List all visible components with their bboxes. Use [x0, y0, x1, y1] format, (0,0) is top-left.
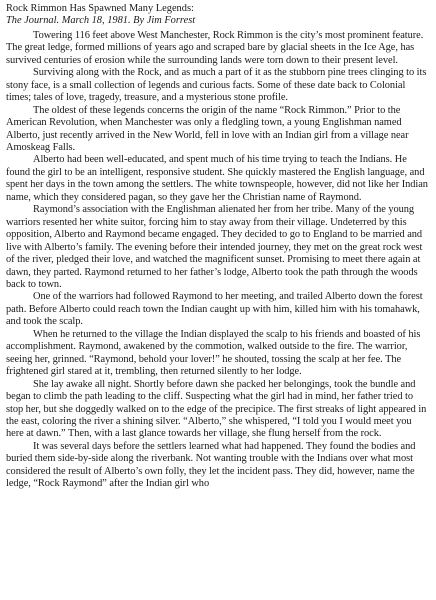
paragraph-8: She lay awake all night. Shortly before dawn she packed her belongings, took the bundle and began to climb the path leading to the cliff. Suspecting what the girl had in mind, her father tried to stop her, but she doggedly walked on to the edge of the precipice. The first streaks of light appeared in the east, coloring the river a shining silver. “Alberto,” she whispered, “I told you I would meet you here at dawn.” Then, with a last glance towards her village, she flung herself from the rock.	[6, 378, 427, 440]
article-byline: The Journal. March 18, 1981. By Jim Forrest	[6, 15, 196, 27]
paragraph-9: It was several days before the settlers learned what had happened. They found the bodies and buried them side-by-side along the riverbank. Not wanting trouble with the Indians over what most considered the result of Alberto’s own folly, they let the incident pass. They did, however, name the ledge, “Rock Raymond” after the Indian girl who	[6, 440, 416, 490]
paragraph-4: Alberto had been well-educated, and spent much of his time trying to teach the Indians. He found the girl to be an intelligent, responsive student. She quickly mastered the English language, and spent her days in the town among the settlers. The white townspeople, however, did not like her Indian name, which they considered pagan, so they gave her the Christian name of Raymond.	[6, 154, 428, 203]
article-title: Rock Rimmon Has Spawned Many Legends:	[6, 3, 194, 14]
paragraph-6: One of the warriors had followed Raymond to her meeting, and trailed Alberto down the forest path. Before Alberto could reach town the Indian caught up with him, killed him with his tomahawk, and took the scalp.	[6, 291, 423, 328]
paragraph-5: Raymond’s association with the Englishman alienated her from her tribe. Many of the young warriors resented her white suitor, forcing him to stay away from their village. Undeterred by this opposition, Alberto and Raymond became engaged. They decided to go to England to be married and live with Alberto’s family. The evening before their intended journey, they met on the great rock west of the river, pledged their love, and watched the magnificent sunset. Promising to meet there again at dawn, they parted. Raymond returned to her father’s lodge, Alberto took the path through the woods back to town.	[6, 204, 423, 290]
paragraph-2: Surviving along with the Rock, and as much a part of it as the stubborn pine trees clinging to its stony face, is a small collection of legends and curious facts. Some of these date back to Colonial times; tales of love, tragedy, treasure, and a mysterious stone profile.	[6, 67, 427, 104]
paragraph-1: Towering 116 feet above West Manchester, Rock Rimmon is the city’s most prominent feature. The great ledge, formed millions of years ago and scraped bare by glacial sheets in the Ice Age, has survived centuries of erosion while the surrounding lands were torn down to their present level.	[6, 29, 424, 66]
paragraph-3: The oldest of these legends concerns the origin of the name “Rock Rimmon.” Prior to the American Revolution, when Manchester was only a fledgling town, a young Englishman named Alberto, just recently arrived in the New World, fell in love with an Indian girl from a village near Amoskeag Falls.	[6, 104, 409, 153]
paragraph-7: When he returned to the village the Indian displayed the scalp to his friends and boasted of his accomplishment. Raymond, awakened by the commotion, walked outside to the fire. The warrior, seeing her, grinned. “Raymond, behold your lover!” he shouted, tossing the scalp at her fee. The frightened girl stared at it, trembling, then returned silently to her lodge.	[6, 328, 421, 378]
